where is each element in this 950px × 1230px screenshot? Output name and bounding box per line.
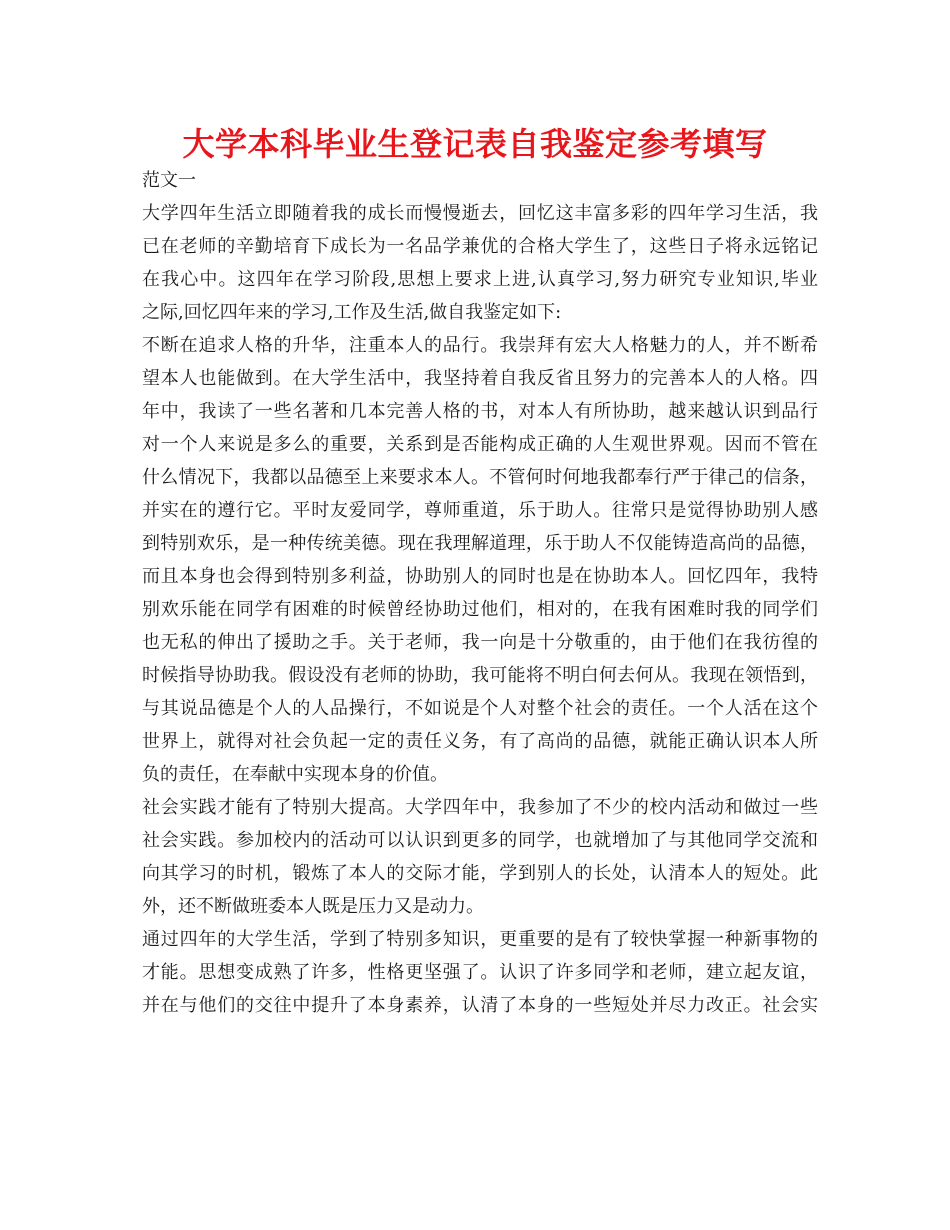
text-line: 社会实践。参加校内的活动可以认识到更多的同学，也就增加了与其他同学交流和 [142, 830, 818, 851]
text-line: 大学四年生活立即随着我的成长而慢慢逝去，回忆这丰富多彩的四年学习生活，我 [142, 203, 818, 224]
document-title: 大学本科毕业生登记表自我鉴定参考填写 [182, 125, 768, 163]
text-line: 通过四年的大学生活，学到了特别多知识，更重要的是有了较快掌握一种新事物的 [142, 929, 818, 950]
paragraph-3 [142, 791, 818, 923]
text-line: 社会实践才能有了特别大提高。大学四年中，我参加了不少的校内活动和做过一些 [142, 797, 818, 818]
text-line: 外，还不断做班委本人既是压力又是动力。 [142, 896, 484, 917]
text-line: 并实在的遵行它。平时友爱同学，尊师重道，乐于助人。往常只是觉得协助别人感 [142, 500, 818, 521]
text-line: 什么情况下，我都以品德至上来要求本人。不管何时何地我都奉行严于律己的信条， [142, 467, 818, 488]
text-line: 世界上，就得对社会负起一定的责任义务，有了高尚的品德，就能正确认识本人所 [142, 731, 818, 752]
paragraph-4 [142, 923, 818, 1022]
text-line: 也无私的伸出了援助之手。关于老师，我一向是十分敬重的，由于他们在我彷徨的 [142, 632, 818, 653]
essay-label: 范文一 [142, 170, 196, 191]
text-line: 别欢乐能在同学有困难的时候曾经协助过他们，相对的，在我有困难时我的同学们 [142, 599, 818, 620]
text-line: 并在与他们的交往中提升了本身素养，认清了本身的一些短处并尽力改正。社会实 [142, 995, 818, 1016]
text-line: 到特别欢乐，是一种传统美德。现在我理解道理，乐于助人不仅能铸造高尚的品德， [142, 533, 818, 554]
text-line: 之际,回忆四年来的学习,工作及生活,做自我鉴定如下: [142, 302, 562, 323]
paragraph-1 [142, 197, 818, 329]
text-line: 负的责任，在奉献中实现本身的价值。 [142, 764, 448, 785]
text-line: 而且本身也会得到特别多利益，协助别人的同时也是在协助本人。回忆四年，我特 [142, 566, 818, 587]
text-line: 对一个人来说是多么的重要，关系到是否能构成正确的人生观世界观。因而不管在 [142, 434, 818, 455]
text-line: 年中，我读了一些名著和几本完善人格的书，对本人有所协助，越来越认识到品行 [142, 401, 818, 422]
text-line: 不断在追求人格的升华，注重本人的品行。我崇拜有宏大人格魅力的人，并不断希 [142, 335, 818, 356]
paragraph-2 [142, 329, 818, 791]
text-line: 已在老师的辛勤培育下成长为一名品学兼优的合格大学生了，这些日子将永远铭记 [142, 236, 818, 257]
text-line: 望本人也能做到。在大学生活中，我坚持着自我反省且努力的完善本人的人格。四 [142, 368, 818, 389]
text-line: 才能。思想变成熟了许多，性格更坚强了。认识了许多同学和老师，建立起友谊， [142, 962, 818, 983]
text-line: 在我心中。这四年在学习阶段,思想上要求上进,认真学习,努力研究专业知识,毕业 [142, 269, 818, 290]
text-line: 与其说品德是个人的人品操行，不如说是个人对整个社会的责任。一个人活在这个 [142, 698, 818, 719]
text-line: 向其学习的时机，锻炼了本人的交际才能，学到别人的长处，认清本人的短处。此 [142, 863, 818, 884]
document-body [142, 164, 818, 1022]
text-line: 时候指导协助我。假设没有老师的协助，我可能将不明白何去何从。我现在领悟到， [142, 665, 818, 686]
